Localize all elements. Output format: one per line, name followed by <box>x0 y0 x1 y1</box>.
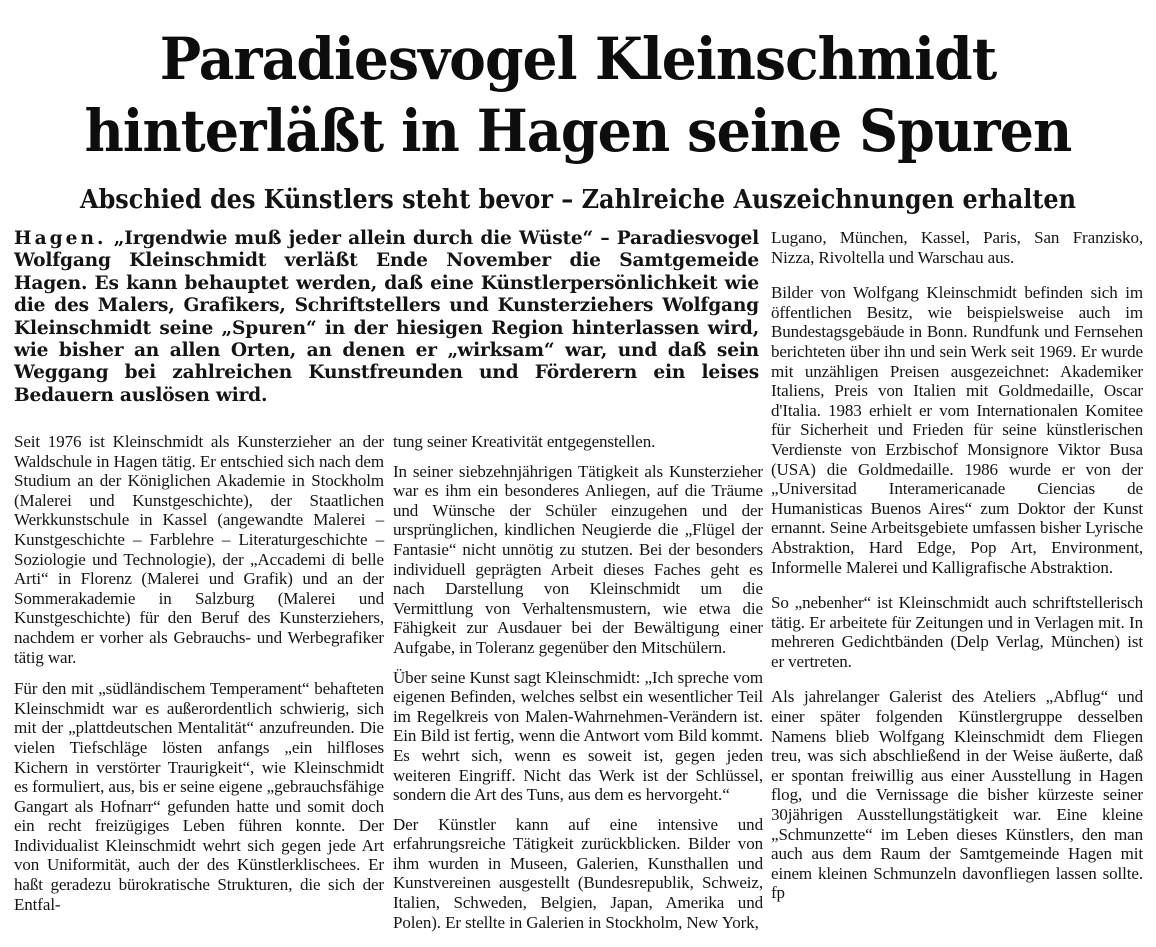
lead-paragraph <box>14 228 759 407</box>
paragraph: Bilder von Wolfgang Kleinschmidt befinden sich im öffentlichen Besitz, wie beispielsweise auch im Bundestagsgebäude in Bonn. Rundfunk und Fernsehen berichteten über ihn und sein Werk seit 1969. Er wurde mit unzähligen Preisen ausgezeichnet: Akademiker Italiens, Preis von Italien mit Goldmedaille, Oscar d'Italia. 1983 erhielt er vom Internationalen Komitee für Sicherheit und Frieden für seine künstlerischen Verdienste von Erzbischof Monsignore Viktor Busa (USA) die Goldmedaille. 1986 wurde er von der „Universitad Interamericanade Ciencias de Humanisticas Buenos Aires“ zum Doktor der Kunst ernannt. Seine Arbeitsgebiete umfassen bisher Lyrische Abstraktion, Hard Edge, Pop Art, Environment, Informelle Malerei und Kalligrafische Abstraktion. <box>771 283 1143 577</box>
article-column-3 <box>771 228 1143 903</box>
paragraph: tung seiner Kreativität entgegenstellen. <box>393 432 656 451</box>
paragraph: Lugano, München, Kassel, Paris, San Franzisko, Nizza, Rivoltella und Warschau aus. <box>771 228 1143 267</box>
article-column-1 <box>14 432 384 914</box>
paragraph: Der Künstler kann auf eine intensive und erfahrungsreiche Tätigkeit zurückblicken. Bilder von ihm wurden in Museen, Galerien, Kunsthallen und Kunstvereinen ausgestellt (Bundesrepublik, Schweiz, Italien, Schweden, Belgien, Japan, Amerika und Polen). Er stellte in Galerien in Stockholm, New York, <box>393 814 763 932</box>
dateline: Hagen. <box>14 228 107 249</box>
headline-line-2: hinterläßt in Hagen seine Spuren <box>84 97 1072 165</box>
paragraph: Seit 1976 ist Kleinschmidt als Kunsterzieher an der Waldschule in Hagen tätig. Er entschied sich nach dem Studium an der Königlichen Akademie in Stockholm (Malerei und Kunstgeschichte), der Staatlichen Werkkunstschule in Kassel (angewandte Malerei – Kunstgeschichte – Farblehre – Literaturgeschichte – Soziologie und Technologie), der „Accademi di belle Arti“ in Florenz (Malerei und Grafik) und an der Sommerakademie in Salzburg (Malerei und Kunstgeschichte) für den Beruf des Kunsterziehers, nachdem er vorher als Gebrauchs- und Werbegrafiker tätig war. <box>14 432 384 667</box>
paragraph: Als jahrelanger Galerist des Ateliers „Abflug“ und einer später folgenden Künstlergruppe desselben Namens blieb Wolfgang Kleinschmidt dem Fliegen treu, was sich abschließend in der Weise äußerte, daß er spontan freiwillig aus einer Ausstellung in Hagen flog, und die Vernissage die bisher kürzeste seiner 30jährigen Ausstellungstätigkeit war. Eine kleine „Schmunzette“ im Leben dieses Künstlers, den man auch aus dem Raum der Samtgemeinde Hagen mit einem kleinen Schmunzeln davonfliegen lassen sollte. fp <box>771 687 1143 903</box>
paragraph: So „nebenher“ ist Kleinschmidt auch schriftstellerisch tätig. Er arbeitete für Zeitungen und in Verlagen mit. In mehreren Gedichtbänden (Delp Verlag, München) ist er vertreten. <box>771 593 1143 671</box>
lead-text: „Irgendwie muß jeder allein durch die Wüste“ – Paradiesvogel Wolfgang Kleinschmidt verläßt Ende November die Samtgemeide Hagen. Es kann behauptet werden, daß eine Künstlerpersönlichkeit wie die des Malers, Grafikers, Schriftstellers und Kunsterziehers Wolfgang Kleinschmidt seine „Spuren“ in der hiesigen Region hinterlassen wird, wie bisher an allen Orten, an denen er „wirksam“ war, und daß sein Weggang bei zahlreichen Kunstfreunden und Förderern ein leises Bedauern auslösen wird. <box>14 228 759 406</box>
subheadline: Abschied des Künstlers steht bevor – Zahlreiche Auszeichnungen erhalten <box>80 185 1076 215</box>
paragraph: In seiner siebzehnjährigen Tätigkeit als Kunsterzieher war es ihm ein besonderes Anliegen, auf die Träume und Wünsche der Schüler einzugehen und der ursprünglichen, kindlichen Neugierde die „Flügel der Fantasie“ nicht unnötig zu stutzen. Bei der besonders individuell geprägten Arbeit dieses Faches geht es nach Darstellung von Kleinschmidt um die Vermittlung von Verhaltensmustern, wie etwa die Fähigkeit zur Ausdauer bei der Bewältigung einer Aufgabe, in Toleranz gegenüber den Mitschülern. <box>393 461 763 657</box>
paragraph: Für den mit „südländischem Temperament“ behafteten Kleinschmidt war es außerordentlich schwierig, sich mit der „plattdeutschen Mentalität“ anzufreunden. Die vielen Tiefschläge lösten anfangs „ein hilfloses Kichern in verstörter Traurigkeit“, wie Kleinschmidt es formuliert, aus, bis er seine eigene „gebrauchsfähige Gangart als Hofnarr“ gefunden hatte und somit doch ein recht freizügiges Leben führen konnte. Der Individualist Kleinschmidt wehrt sich gegen jede Art von Uniformität, auch der des Künstlerklischees. Er haßt geradezu bürokratische Strukturen, die sich der Entfal- <box>14 679 384 914</box>
headline-line-1: Paradiesvogel Kleinschmidt <box>159 25 997 93</box>
article-column-2 <box>393 432 763 932</box>
paragraph: Über seine Kunst sagt Kleinschmidt: „Ich spreche vom eigenen Befinden, welches selbst ein wesentlicher Teil im Regelkreis von Malen-Wahrnehmen-Verändern ist. Ein Bild ist fertig, wenn die Antwort vom Bild kommt. Es wehrt sich, wenn es soweit ist, gegen jeden weiteren Eingriff. Nicht das Werk ist der Schlüssel, sondern die Art des Tuns, aus dem es hervorgeht.“ <box>393 667 763 805</box>
